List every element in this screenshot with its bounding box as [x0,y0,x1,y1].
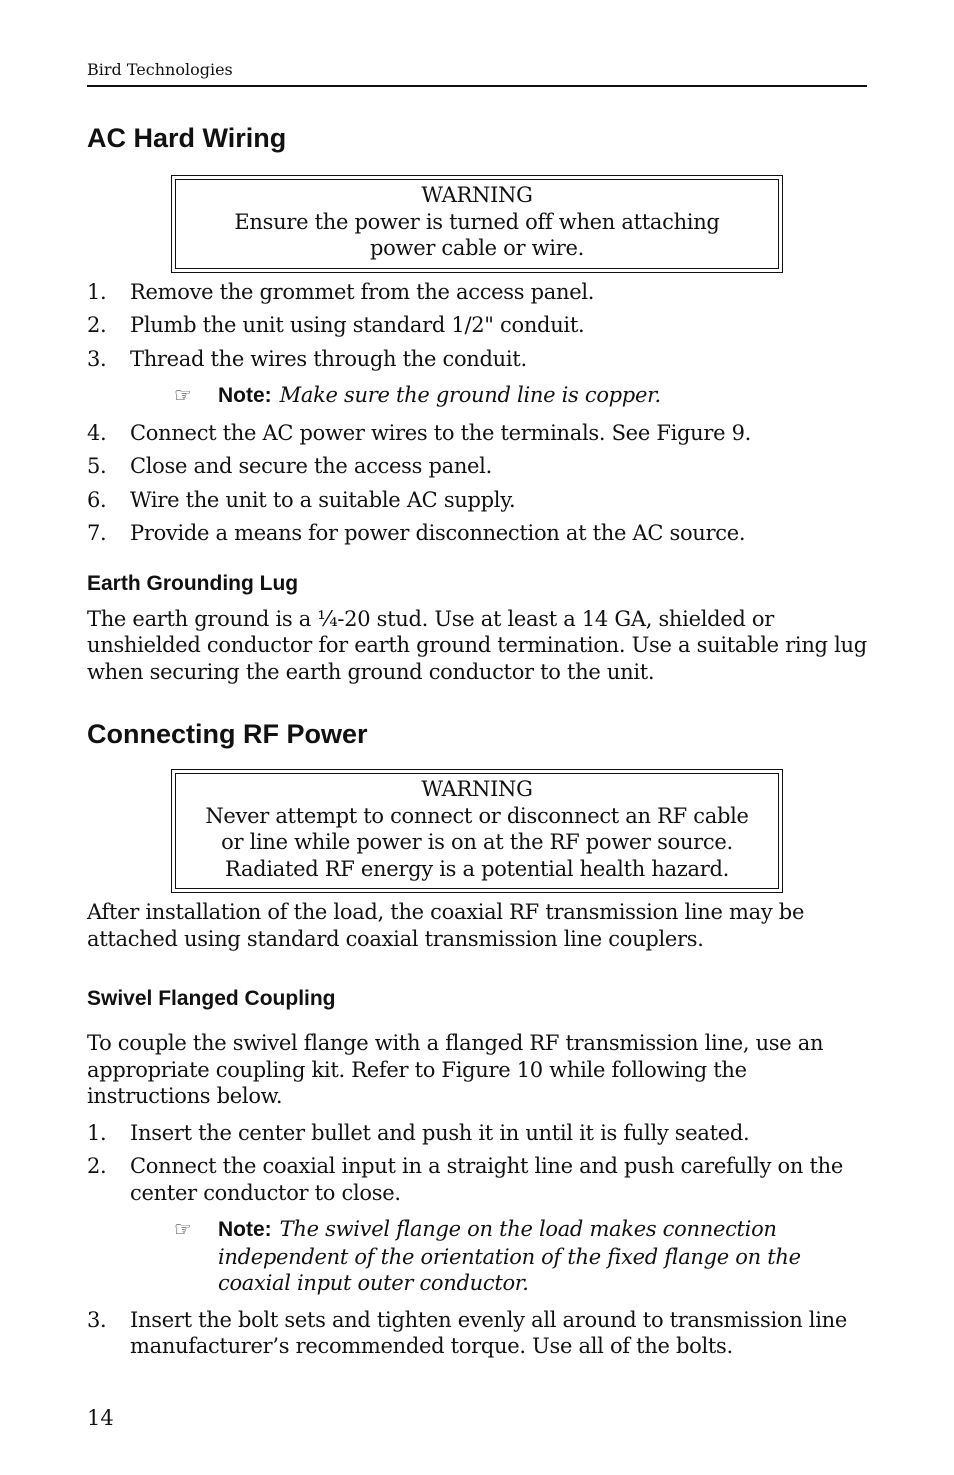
step-text: Connect the coaxial input in a straight line and push carefully on the center conductor to close. [130,1154,843,1205]
step-number: 5. [87,454,107,478]
pointing-hand-icon: ☞ [174,1217,192,1241]
subsection-title-earth-grounding-lug: Earth Grounding Lug [87,571,299,595]
step-text: Remove the grommet from the access panel. [130,279,595,304]
note-text: The swivel flange on the load makes connection independent of the orientation of the fixed flange on the coaxial input outer conductor. [218,1217,801,1295]
step-number: 3. [87,1307,107,1332]
swivel-steps-list-continued [87,1307,867,1360]
header-rule [87,85,867,87]
warning-line: Radiated RF energy is a potential health hazard. [224,856,730,881]
step-number: 3. [87,346,107,371]
step-text: Close and secure the access panel. [130,454,492,478]
step-number: 1. [87,1120,107,1145]
step-text: Insert the center bullet and push it in until it is fully seated. [130,1120,750,1145]
note-label: Note: [218,384,272,407]
step-text: Connect the AC power wires to the terminals. See Figure 9. [130,420,752,445]
step-number: 7. [87,521,107,545]
running-head: Bird Technologies [87,60,233,79]
step-number: 2. [87,313,107,337]
list-item [87,346,867,373]
warning-label: WARNING [421,777,533,801]
page-number: 14 [87,1406,114,1430]
warning-line: Ensure the power is turned off when attaching [234,209,720,234]
step-text: Provide a means for power disconnection at the AC source. [130,521,746,545]
swivel-steps-list [87,1120,867,1207]
list-item [87,520,867,547]
step-number: 2. [87,1154,107,1178]
list-item [87,279,867,306]
list-item [87,312,867,339]
step-text: Plumb the unit using standard 1/2" conduit. [130,313,585,337]
subsection-title-swivel-flanged-coupling: Swivel Flanged Coupling [87,987,336,1010]
list-item [87,1307,867,1360]
note-copper [87,382,867,410]
paragraph-earth-ground: The earth ground is a ¼-20 stud. Use at least a 14 GA, shielded or unshielded conductor for earth ground termination. Use a suitable ring lug when securing the earth ground conductor to the unit. [87,606,867,684]
list-item [87,487,867,514]
warning-label: WARNING [421,183,533,207]
warning-box-rf [171,769,783,893]
step-text: Thread the wires through the conduit. [130,346,527,371]
content-flow [87,120,867,1360]
list-item [87,1120,867,1147]
ac-steps-list [87,279,867,373]
warning-line: or line while power is on at the RF power source. [221,830,733,854]
note-swivel-flange [87,1216,867,1297]
warning-line: Never attempt to connect or disconnect an RF cable [205,803,749,828]
step-number: 4. [87,420,107,445]
step-text: Insert the bolt sets and tighten evenly all around to transmission line manufacturer’s recommended torque. Use all of the bolts. [130,1307,847,1358]
ac-steps-list-continued [87,420,867,547]
step-number: 1. [87,279,107,304]
paragraph-swivel-intro: To couple the swivel flange with a flanged RF transmission line, use an appropriate coupling kit. Refer to Figure 10 while following the instructions below. [87,1031,824,1108]
note-text: Make sure the ground line is copper. [279,383,661,407]
step-text: Wire the unit to a suitable AC supply. [130,487,516,512]
section-title-connecting-rf-power: Connecting RF Power [87,719,368,749]
warning-box-ac [171,175,783,273]
list-item [87,453,867,480]
step-number: 6. [87,487,107,512]
paragraph-rf-installation: After installation of the load, the coaxial RF transmission line may be attached using standard coaxial transmission line couplers. [87,900,805,951]
pointing-hand-icon: ☞ [174,383,192,407]
warning-line: power cable or wire. [370,236,584,260]
list-item [87,1153,867,1206]
list-item [87,420,867,447]
section-title-ac-hard-wiring: AC Hard Wiring [87,123,287,153]
note-label: Note: [218,1218,272,1241]
